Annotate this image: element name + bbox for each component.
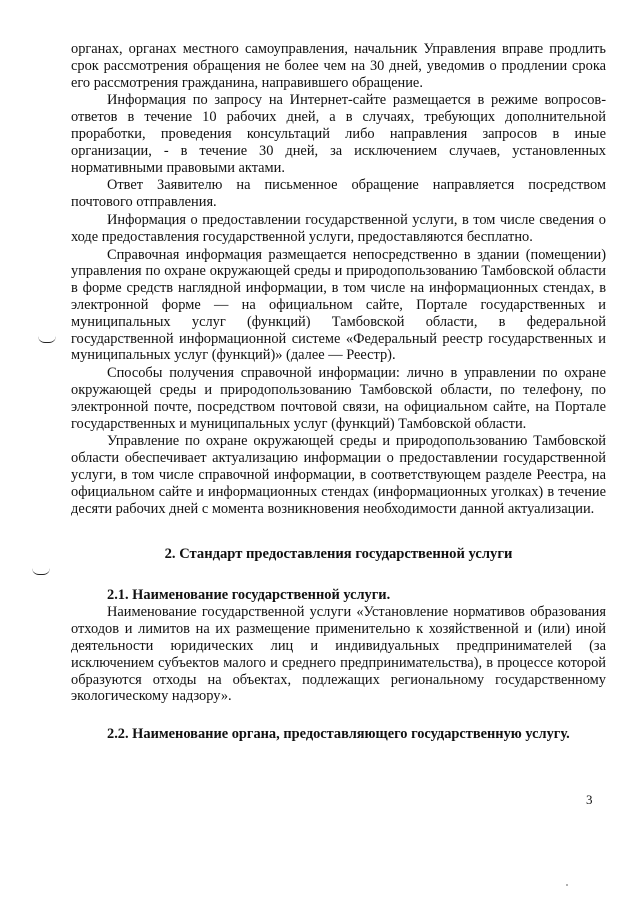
section-heading: 2. Стандарт предоставления государственной услуги bbox=[164, 546, 513, 563]
paragraph: Информация о предоставлении государственной услуги, в том числе сведения о ходе предоставления государственной услуги, предоставляются бесплатно. bbox=[71, 211, 606, 245]
paragraph: Наименование государственной услуги «Установление нормативов образования отходов и лимитов на их размещение применительно к хозяйственной и (или) иной деятельности юридических лиц и индивидуальных предпринимателей (за исключением субъектов малого и среднего предпринимательства), в процессе которой образуются отходы на объектах, подлежащих региональному государственному экологическому надзору». bbox=[71, 604, 606, 705]
document-body bbox=[71, 41, 606, 743]
paragraph: органах, органах местного самоуправления, начальник Управления вправе продлить срок рассмотрения обращения не более чем на 30 дней, уведомив о продлении срока его рассмотрения гражданина, направившего обращение. bbox=[71, 41, 606, 91]
scan-speck bbox=[566, 884, 568, 886]
margin-mark bbox=[32, 568, 50, 575]
paragraph: Управление по охране окружающей среды и природопользованию Тамбовской области обеспечивает актуализацию информации о предоставлении государственной услуги, в том числе справочной информации, в соответствующем разделе Реестра, на официальном сайте и информационных стендах (информационных уголках) в течение десяти рабочих дней с момента возникновения необходимости данной актуализации. bbox=[71, 433, 606, 517]
subsection-heading: 2.1. Наименование государственной услуги. bbox=[107, 587, 391, 604]
paragraph: Ответ Заявителю на письменное обращение направляется посредством почтового отправления. bbox=[71, 177, 606, 211]
paragraph: Справочная информация размещается непосредственно в здании (помещении) управления по охране окружающей среды и природопользованию Тамбовской области в форме средств наглядной информации, в том числе на информационных стендах, в электронной форме — на официальном сайте, Портале государственных и муниципальных услуг (функций) Тамбовской области, в федеральной государственной информационной системе «Федеральный реестр государственных и муниципальных услуг (функций)» (далее — Реестр). bbox=[71, 246, 606, 364]
page-number: 3 bbox=[586, 792, 593, 807]
paragraph: Информация по запросу на Интернет-сайте размещается в режиме вопросов-ответов в течение 10 рабочих дней, а в случаях, требующих дополнительной проработки, проведения консультаций либо направления запросов в иные организации, - в течение 30 дней, за исключением случаев, установленных нормативными правовыми актами. bbox=[71, 92, 606, 176]
paragraph: Способы получения справочной информации: лично в управлении по охране окружающей среды и природопользованию Тамбовской области, по телефону, по электронной почте, посредством почтовой связи, на официальном сайте, на Портале государственных и муниципальных услуг (функций) Тамбовской области. bbox=[71, 365, 606, 432]
subsection-heading: 2.2. Наименование органа, предоставляющего государственную услугу. bbox=[107, 726, 570, 743]
margin-mark bbox=[38, 336, 56, 343]
